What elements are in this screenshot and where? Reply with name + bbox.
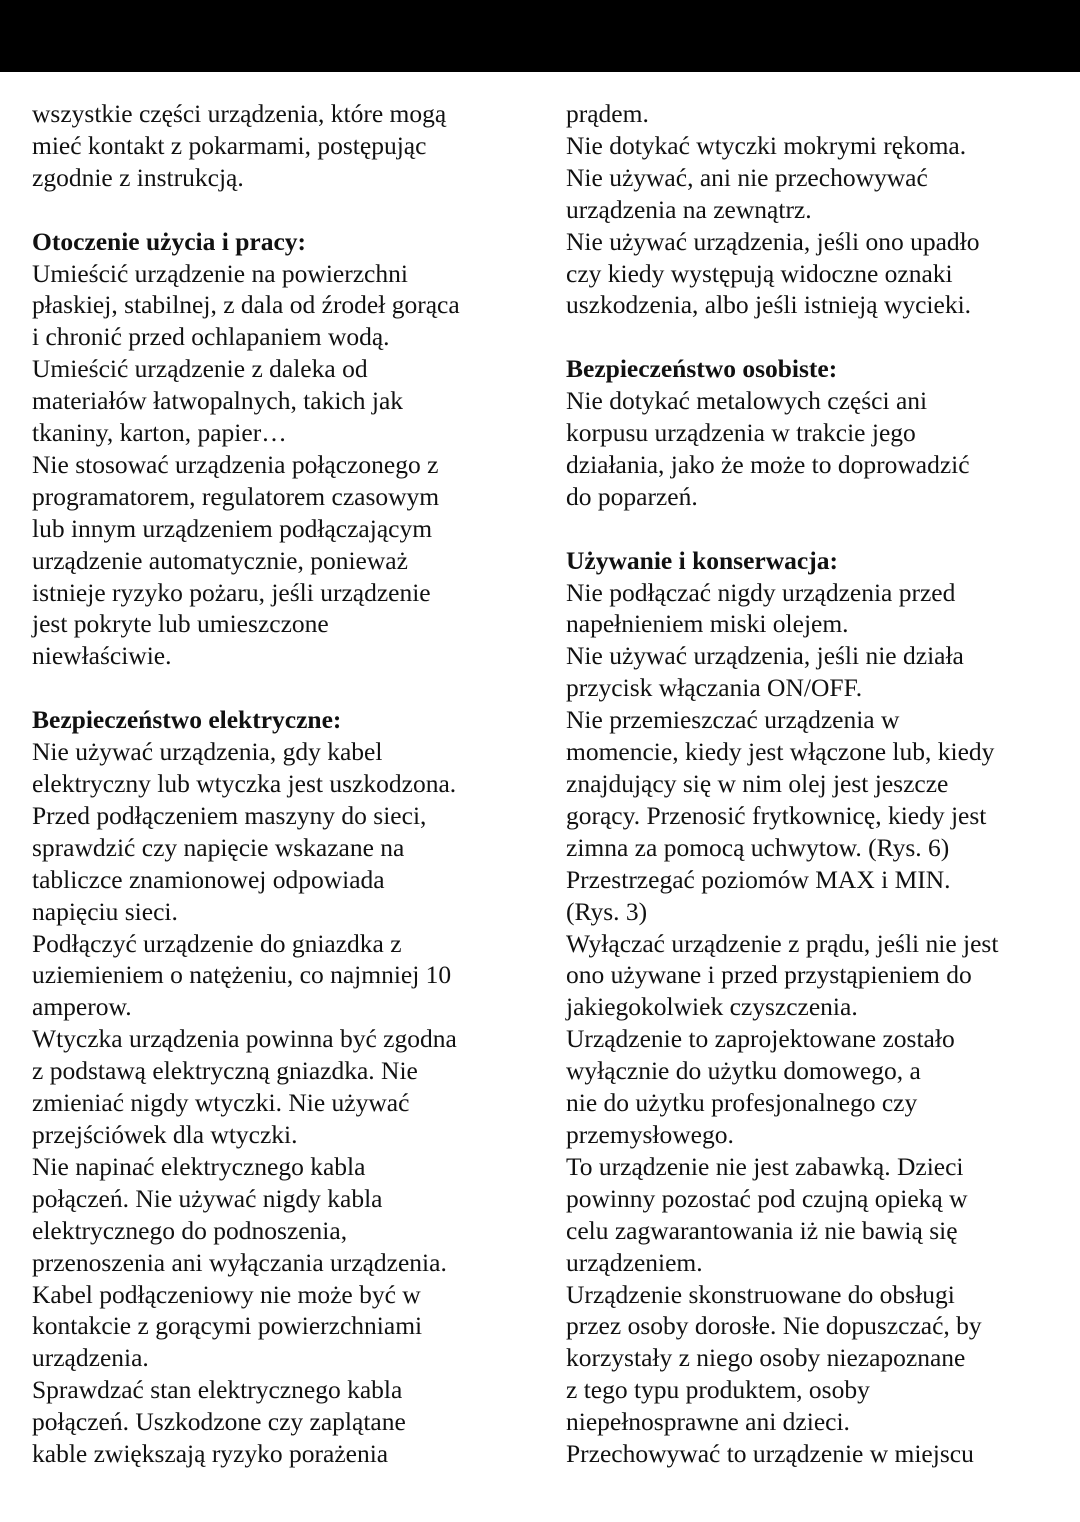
- text-line: Nie dotykać wtyczki mokrymi rękoma.: [566, 130, 967, 160]
- text-line: jest pokryte lub umieszczone: [32, 609, 329, 639]
- text-line: napięciu sieci.: [32, 896, 178, 926]
- text-line: kable zwiększają ryzyko porażenia: [32, 1439, 389, 1469]
- text-line: materiałów łatwopalnych, takich jak: [32, 386, 404, 416]
- text-line: Kabel podłączeniowy nie może być w: [32, 1279, 421, 1309]
- text-line: połączeń. Uszkodzone czy zaplątane: [32, 1407, 406, 1437]
- paragraph-gap: [32, 194, 537, 226]
- text-line: jakiegokolwiek czyszczenia.: [566, 992, 858, 1022]
- section-heading: Bezpieczeństwo elektryczne:: [32, 705, 342, 735]
- text-line: urządzenie automatycznie, ponieważ: [32, 545, 408, 575]
- text-line: Nie przemieszczać urządzenia w: [566, 705, 900, 735]
- text-line: wyłącznie do użytku domowego, a: [566, 1056, 921, 1086]
- text-line: mieć kontakt z pokarmami, postępując: [32, 130, 427, 160]
- text-line: Wtyczka urządzenia powinna być zgodna: [32, 1024, 457, 1054]
- text-line: z tego typu produktem, osoby: [566, 1375, 870, 1405]
- text-line: tkaniny, karton, papier…: [32, 418, 287, 448]
- text-line: urządzeniem.: [566, 1247, 703, 1277]
- text-line: uszkodzenia, albo jeśli istnieją wycieki.: [566, 290, 972, 320]
- text-line: tabliczce znamionowej odpowiada: [32, 864, 385, 894]
- text-line: celu zagwarantowania iż nie bawią się: [566, 1215, 958, 1245]
- text-line: Przechowywać to urządzenie w miejscu: [566, 1439, 974, 1469]
- text-line: Wyłączać urządzenie z prądu, jeśli nie jest: [566, 928, 999, 958]
- text-line: Przestrzegać poziomów MAX i MIN.: [566, 864, 951, 894]
- text-line: przez osoby dorosłe. Nie dopuszczać, by: [566, 1311, 982, 1341]
- text-line: Sprawdzać stan elektrycznego kabla: [32, 1375, 403, 1405]
- text-line: przemysłowego.: [566, 1119, 734, 1149]
- text-line: Nie stosować urządzenia połączonego z: [32, 449, 439, 479]
- text-line: kontakcie z gorącymi powierzchniami: [32, 1311, 423, 1341]
- text-line: Nie używać urządzenia, jeśli nie działa: [566, 641, 964, 671]
- section-heading: Używanie i konserwacja:: [566, 545, 838, 575]
- text-line: Podłączyć urządzenie do gniazdka z: [32, 928, 402, 958]
- text-line: Nie używać, ani nie przechowywać: [566, 162, 928, 192]
- text-line: Nie dotykać metalowych części ani: [566, 386, 928, 416]
- text-line: sprawdzić czy napięcie wskazane na: [32, 832, 405, 862]
- text-line: zmieniać nigdy wtyczki. Nie używać: [32, 1088, 410, 1118]
- text-line: Nie podłączać nigdy urządzenia przed: [566, 577, 956, 607]
- text-line: wszystkie części urządzenia, które mogą: [32, 99, 447, 128]
- text-line: korzystały z niego osoby niezapoznane: [566, 1343, 966, 1373]
- text-line: ono używane i przed przystąpieniem do: [566, 960, 972, 990]
- text-line: przycisk włączania ON/OFF.: [566, 673, 863, 703]
- text-line: Urządzenie skonstruowane do obsługi: [566, 1279, 955, 1309]
- text-line: do poparzeń.: [566, 481, 698, 511]
- text-line: istnieje ryzyko pożaru, jeśli urządzenie: [32, 577, 431, 607]
- text-line: i chronić przed ochlapaniem wodą.: [32, 322, 390, 352]
- text-line: powinny pozostać pod czujną opieką w: [566, 1183, 968, 1213]
- text-line: amperow.: [32, 992, 132, 1022]
- text-line: To urządzenie nie jest zabawką. Dzieci: [566, 1151, 964, 1181]
- text-line: Nie używać urządzenia, jeśli ono upadło: [566, 226, 980, 256]
- text-line: niepełnosprawne ani dzieci.: [566, 1407, 850, 1437]
- text-line: elektryczny lub wtyczka jest uszkodzona.: [32, 769, 457, 798]
- text-line: gorący. Przenosić frytkownicę, kiedy jest: [566, 800, 987, 830]
- text-line: Umieścić urządzenie na powierzchni: [32, 258, 408, 288]
- text-line: zimna za pomocą uchwytow. (Rys. 6): [566, 832, 950, 862]
- text-line: momencie, kiedy jest włączone lub, kiedy: [566, 737, 995, 767]
- text-line: połączeń. Nie używać nigdy kabla: [32, 1183, 383, 1213]
- text-line: przejściówek dla wtyczki.: [32, 1119, 298, 1149]
- text-line: Nie używać urządzenia, gdy kabel: [32, 737, 383, 767]
- paragraph-gap: [32, 672, 537, 704]
- text-line: znajdujący się w nim olej jest jeszcze: [566, 769, 949, 798]
- text-line: programatorem, regulatorem czasowym: [32, 481, 440, 511]
- text-line: prądem.: [566, 99, 649, 128]
- section-heading: Otoczenie użycia i pracy:: [32, 226, 307, 256]
- text-line: przenoszenia ani wyłączania urządzenia.: [32, 1247, 447, 1277]
- text-line: z podstawą elektryczną gniazdka. Nie: [32, 1056, 418, 1086]
- text-line: zgodnie z instrukcją.: [32, 162, 244, 192]
- text-line: Umieścić urządzenie z daleka od: [32, 354, 368, 384]
- paragraph-gap: [566, 321, 1061, 353]
- text-line: działania, jako że może to doprowadzić: [566, 449, 970, 479]
- section-heading: Bezpieczeństwo osobiste:: [566, 354, 838, 384]
- text-line: (Rys. 3): [566, 896, 648, 926]
- text-line: elektrycznego do podnoszenia,: [32, 1215, 348, 1245]
- text-line: lub innym urządzeniem podłączającym: [32, 513, 433, 543]
- text-line: urządzenia.: [32, 1343, 149, 1373]
- text-line: czy kiedy występują widoczne oznaki: [566, 258, 953, 288]
- paragraph-gap: [566, 513, 1061, 545]
- right-text-column: [566, 98, 1061, 1470]
- text-line: Nie napinać elektrycznego kabla: [32, 1151, 366, 1181]
- left-text-column: [32, 98, 537, 1470]
- text-line: nie do użytku profesjonalnego czy: [566, 1088, 918, 1118]
- text-line: Urządzenie to zaprojektowane zostało: [566, 1024, 955, 1054]
- text-line: niewłaściwie.: [32, 641, 172, 671]
- text-line: płaskiej, stabilnej, z dala od źrodeł gorąca: [32, 290, 460, 320]
- top-black-bar: [0, 0, 1080, 72]
- text-line: Przed podłączeniem maszyny do sieci,: [32, 800, 427, 830]
- text-line: uziemieniem o natężeniu, co najmniej 10: [32, 960, 452, 990]
- text-line: napełnieniem miski olejem.: [566, 609, 849, 639]
- text-line: urządzenia na zewnątrz.: [566, 194, 812, 224]
- text-line: korpusu urządzenia w trakcie jego: [566, 418, 916, 448]
